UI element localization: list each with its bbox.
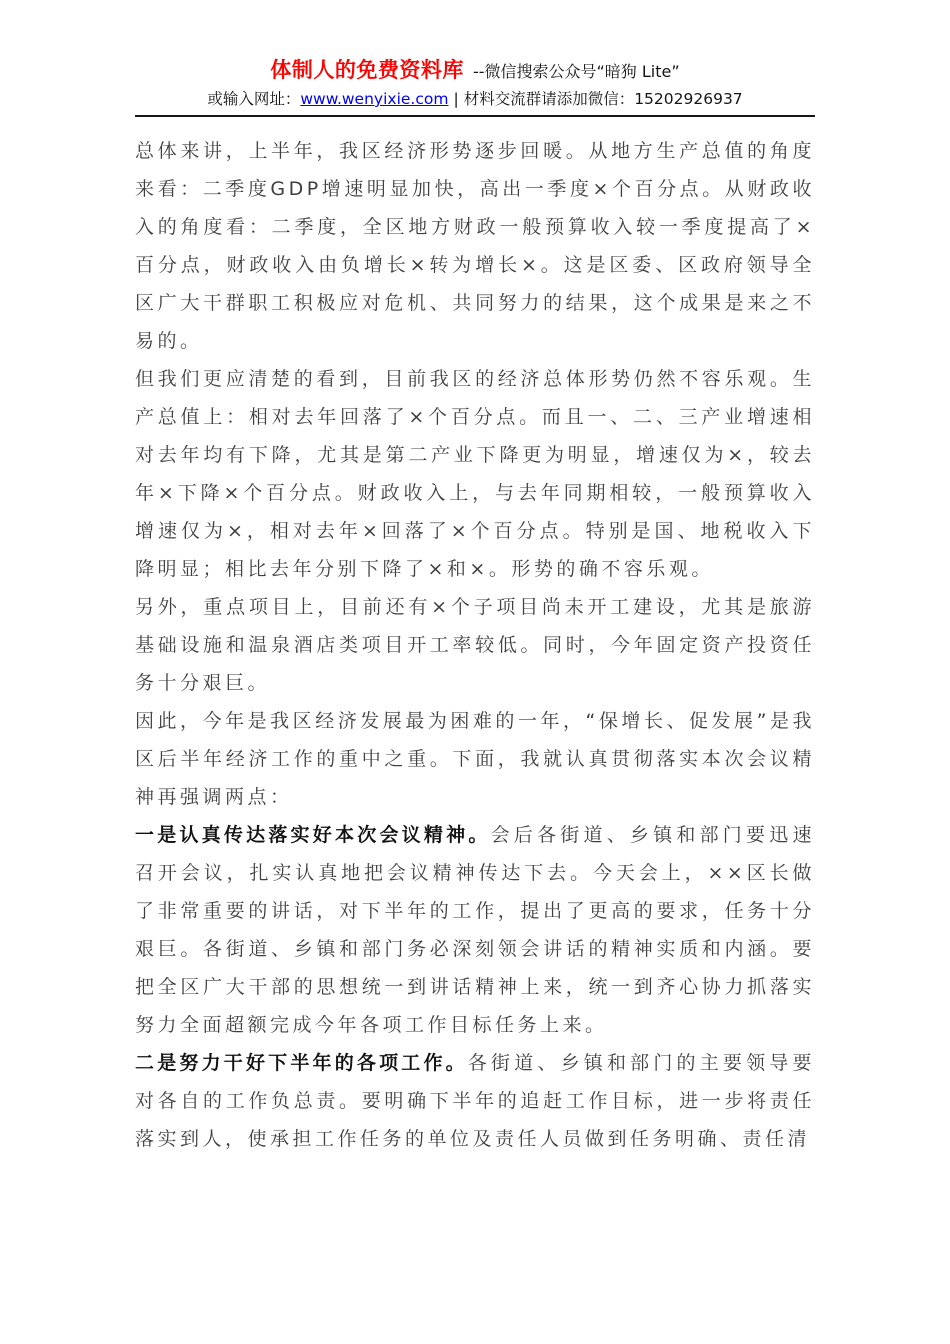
paragraph bbox=[135, 132, 815, 360]
paragraph-text: 总体来讲，上半年，我区经济形势逐步回暖。从地方生产总值的角度来看：二季度GDP增速明显加快，高出一季度×个百分点。从财政收入的角度看：二季度，全区地方财政一般预算收入较一季度提高了×百分点，财政收入由负增长×转为增长×。这是区委、区政府领导全区广大干群职工积极应对危机、共同努力的结果，这个成果是来之不易的。 bbox=[135, 140, 815, 352]
paragraph-lead: 一是认真传达落实好本次会议精神。 bbox=[135, 824, 491, 846]
brand-title: 体制人的免费资料库 bbox=[270, 58, 464, 82]
paragraph bbox=[135, 588, 815, 702]
paragraph-text: 但我们更应清楚的看到，目前我区的经济总体形势仍然不容乐观。生产总值上：相对去年回落了×个百分点。而且一、二、三产业增速相对去年均有下降，尤其是第二产业下降更为明显，增速仅为×，较去年×下降×个百分点。财政收入上，与去年同期相较，一般预算收入增速仅为×，相对去年×回落了×个百分点。特别是国、地税收入下降明显；相比去年分别下降了×和×。形势的确不容乐观。 bbox=[135, 368, 815, 580]
paragraph-text: 各街道、乡镇和部门的主要领导要对各自的工作负总责。要明确下半年的追赶工作目标，进一步将责任落实到人，使承担工作任务的单位及责任人员做到任务明确、责任清 bbox=[135, 1052, 815, 1150]
promo-header bbox=[135, 0, 815, 117]
paragraph bbox=[135, 702, 815, 816]
paragraph bbox=[135, 360, 815, 588]
website-link[interactable]: www.wenyixie.com bbox=[300, 90, 449, 108]
header-divider bbox=[135, 115, 815, 117]
paragraph bbox=[135, 816, 815, 1044]
wechat-contact-label: 材料交流群请添加微信：15202926937 bbox=[463, 90, 743, 108]
paragraph bbox=[135, 1044, 815, 1158]
header-line2 bbox=[135, 89, 815, 109]
document-body bbox=[135, 132, 815, 1158]
header-line1 bbox=[135, 56, 815, 86]
paragraph-lead: 二是努力干好下半年的各项工作。 bbox=[135, 1052, 468, 1074]
paragraph-text: 因此，今年是我区经济发展最为困难的一年，“保增长、促发展”是我区后半年经济工作的重中之重。下面，我就认真贯彻落实本次会议精神再强调两点： bbox=[135, 710, 815, 808]
paragraph-text: 会后各街道、乡镇和部门要迅速召开会议，扎实认真地把会议精神传达下去。今天会上，××区长做了非常重要的讲话，对下半年的工作，提出了更高的要求，任务十分艰巨。各街道、乡镇和部门务必深刻领会讲话的精神实质和内涵。要把全区广大干部的思想统一到讲话精神上来，统一到齐心协力抓落实努力全面超额完成今年各项工作目标任务上来。 bbox=[135, 824, 815, 1036]
url-prompt-label: 或输入网址： bbox=[207, 90, 301, 108]
paragraph-text: 另外，重点项目上，目前还有×个子项目尚未开工建设，尤其是旅游基础设施和温泉酒店类项目开工率较低。同时，今年固定资产投资任务十分艰巨。 bbox=[135, 596, 815, 694]
brand-tagline: --微信搜索公众号“暗狗 Lite” bbox=[472, 62, 680, 81]
separator-bar: | bbox=[453, 90, 459, 108]
